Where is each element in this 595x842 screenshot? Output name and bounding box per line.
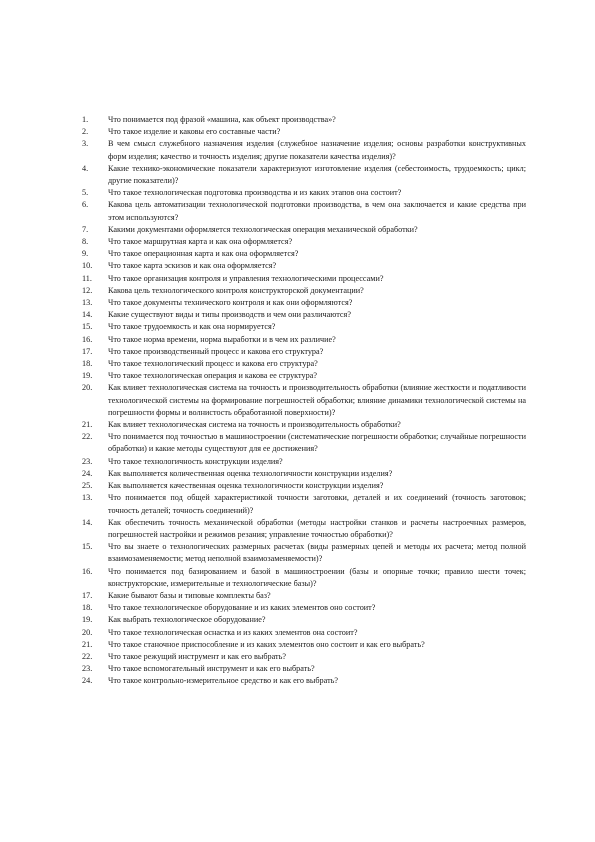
question-number: 12. bbox=[82, 285, 93, 295]
question-text: Что такое документы технического контроля и как они оформляются? bbox=[108, 298, 353, 308]
question-text: В чем смысл служебного назначения изделия (служебное назначение изделия; основы разработки конструктивных форм изделия; качество и точность изделия; другие показатели качества изделия)? bbox=[108, 139, 526, 161]
question-text: Что такое станочное приспособление и из каких элементов оно состоит и как его выбрать? bbox=[108, 639, 425, 649]
question-number: 14. bbox=[82, 310, 93, 320]
question-number: 23. bbox=[82, 456, 93, 466]
question-number: 13. bbox=[82, 298, 93, 308]
question-item bbox=[82, 297, 526, 309]
question-number: 16. bbox=[82, 334, 93, 344]
question-item bbox=[82, 639, 526, 651]
question-item bbox=[82, 675, 526, 687]
question-number: 19. bbox=[82, 615, 93, 625]
question-item bbox=[82, 260, 526, 272]
question-number: 22. bbox=[82, 651, 93, 661]
question-number: 20. bbox=[82, 383, 93, 393]
question-number: 18. bbox=[82, 603, 93, 613]
question-item bbox=[82, 163, 526, 187]
question-number: 11. bbox=[82, 273, 92, 283]
question-list bbox=[82, 114, 526, 688]
question-number: 17. bbox=[82, 590, 93, 600]
question-text: Как обеспечить точность механической обработки (методы настройки станков и расчеты настроечных размеров, погрешностей настройки и режимов резания; управление точностью обработки)? bbox=[108, 517, 526, 539]
question-number: 7. bbox=[82, 224, 89, 234]
question-number: 1. bbox=[82, 115, 89, 124]
question-number: 24. bbox=[82, 676, 93, 686]
question-text: Что такое технологический процесс и какова его структура? bbox=[108, 359, 318, 369]
question-item bbox=[82, 224, 526, 236]
question-item bbox=[82, 187, 526, 199]
question-text: Что такое маршрутная карта и как она оформляется? bbox=[108, 237, 293, 247]
question-text: Что такое технологическая подготовка производства и из каких этапов она состоит? bbox=[108, 188, 402, 198]
question-text: Какие технико-экономические показатели характеризуют изготовление изделия (себестоимость, трудоемкость; цикл; другие показатели)? bbox=[108, 163, 526, 186]
question-number: 4. bbox=[82, 163, 89, 173]
question-text: Что вы знаете о технологических размерных расчетах (виды размерных цепей и методы их расчета; метод полной взаимозаменяемости; метод неполной взаимозаменяемости)? bbox=[108, 542, 526, 564]
question-text: Что такое технологичность конструкции изделия? bbox=[108, 456, 283, 466]
question-text: Как влияет технологическая система на точность и производительность обработки (влияние жесткости и податливости технологической системы на формирование погрешностей обработки; влияние динамики технологической системы на погрешности формы и волнистость обработанной поверхности)? bbox=[108, 383, 526, 417]
question-item bbox=[82, 431, 526, 455]
question-number: 25. bbox=[82, 481, 93, 491]
question-item bbox=[82, 248, 526, 260]
question-text: Как влияет технологическая система на точность и производительность обработки? bbox=[108, 420, 401, 430]
question-text: Что такое операционная карта и как она оформляется? bbox=[108, 249, 299, 259]
question-item bbox=[82, 321, 526, 333]
question-number: 14. bbox=[82, 517, 93, 527]
question-text: Как выбрать технологическое оборудование? bbox=[108, 615, 266, 625]
question-item bbox=[82, 358, 526, 370]
question-number: 8. bbox=[82, 237, 89, 247]
question-item bbox=[82, 419, 526, 431]
question-item bbox=[82, 602, 526, 614]
question-number: 18. bbox=[82, 359, 93, 369]
question-number: 21. bbox=[82, 639, 93, 649]
question-text: Какими документами оформляется технологическая операция механической обработки? bbox=[108, 224, 418, 234]
question-number: 15. bbox=[82, 542, 93, 552]
question-text: Какие бывают базы и типовые комплекты баз? bbox=[108, 590, 271, 600]
question-number: 9. bbox=[82, 249, 89, 259]
question-item bbox=[82, 541, 526, 565]
question-text: Что такое технологическая оснастка и из каких элементов она состоит? bbox=[108, 627, 358, 637]
question-text: Что такое технологическая операция и какова ее структура? bbox=[108, 371, 317, 381]
question-text: Что такое контрольно-измерительное средство и как его выбрать? bbox=[108, 676, 339, 686]
question-text: Что такое технологическое оборудование и из каких элементов оно состоит? bbox=[108, 603, 376, 613]
question-text: Что понимается под фразой «машина, как объект производства»? bbox=[108, 115, 336, 124]
question-item bbox=[82, 309, 526, 321]
question-number: 19. bbox=[82, 371, 93, 381]
question-text: Какова цель технологического контроля конструкторской документации? bbox=[108, 285, 364, 295]
question-number: 20. bbox=[82, 627, 93, 637]
question-item bbox=[82, 627, 526, 639]
question-item bbox=[82, 346, 526, 358]
question-item bbox=[82, 370, 526, 382]
question-item bbox=[82, 663, 526, 675]
question-text: Что такое вспомогательный инструмент и как его выбрать? bbox=[108, 664, 315, 674]
question-text: Что понимается под общей характеристикой точности заготовки, деталей и их соединений (точность заготовок; точность деталей; точность соединений)? bbox=[108, 493, 526, 515]
question-number: 3. bbox=[82, 139, 89, 149]
question-text: Что такое карта эскизов и как она оформляется? bbox=[108, 261, 277, 271]
question-text: Как выполняется количественная оценка технологичности конструкции изделия? bbox=[108, 468, 393, 478]
question-number: 22. bbox=[82, 432, 93, 442]
question-item bbox=[82, 382, 526, 419]
question-text: Какова цель автоматизации технологической подготовки производства, в чем она заключается и какие средства при этом используются? bbox=[108, 200, 526, 222]
question-number: 5. bbox=[82, 188, 89, 198]
question-number: 6. bbox=[82, 200, 89, 210]
question-text: Что такое производственный процесс и какова его структура? bbox=[108, 346, 324, 356]
question-text: Что такое изделие и каковы его составные части? bbox=[108, 127, 281, 137]
question-number: 23. bbox=[82, 664, 93, 674]
question-item bbox=[82, 456, 526, 468]
question-item bbox=[82, 492, 526, 516]
question-text: Что понимается под точностью в машиностроении (систематические погрешности обработки; случайные погрешности обработки) и какие методы существуют для ее достижения? bbox=[108, 432, 526, 454]
question-item bbox=[82, 114, 526, 126]
question-text: Как выполняется качественная оценка технологичности конструкции изделия? bbox=[108, 481, 384, 491]
question-text: Что такое режущий инструмент и как его выбрать? bbox=[108, 651, 287, 661]
question-item bbox=[82, 651, 526, 663]
question-number: 17. bbox=[82, 346, 93, 356]
question-text: Что такое организация контроля и управления технологическими процессами? bbox=[108, 273, 384, 283]
question-text: Какие существуют виды и типы производств и чем они различаются? bbox=[108, 310, 351, 320]
question-number: 13. bbox=[82, 493, 93, 503]
question-item bbox=[82, 590, 526, 602]
question-item bbox=[82, 273, 526, 285]
question-text: Что такое трудоемкость и как она нормируется? bbox=[108, 322, 276, 332]
question-number: 21. bbox=[82, 420, 93, 430]
question-item bbox=[82, 199, 526, 223]
question-item bbox=[82, 566, 526, 590]
question-number: 16. bbox=[82, 566, 93, 576]
question-item bbox=[82, 468, 526, 480]
question-item bbox=[82, 334, 526, 346]
question-item bbox=[82, 480, 526, 492]
question-item bbox=[82, 138, 526, 162]
question-item bbox=[82, 614, 526, 626]
question-number: 15. bbox=[82, 322, 93, 332]
question-text: Что понимается под базированием и базой в машиностроении (базы и опорные точки; правило шести точек; конструкторские, измерительные и технологические базы)? bbox=[108, 566, 526, 588]
question-item bbox=[82, 236, 526, 248]
question-item bbox=[82, 517, 526, 541]
question-number: 24. bbox=[82, 468, 93, 478]
question-text: Что такое норма времени, норма выработки и в чем их различие? bbox=[108, 334, 336, 344]
question-number: 2. bbox=[82, 127, 89, 137]
question-item bbox=[82, 285, 526, 297]
question-item bbox=[82, 126, 526, 138]
question-number: 10. bbox=[82, 261, 93, 271]
